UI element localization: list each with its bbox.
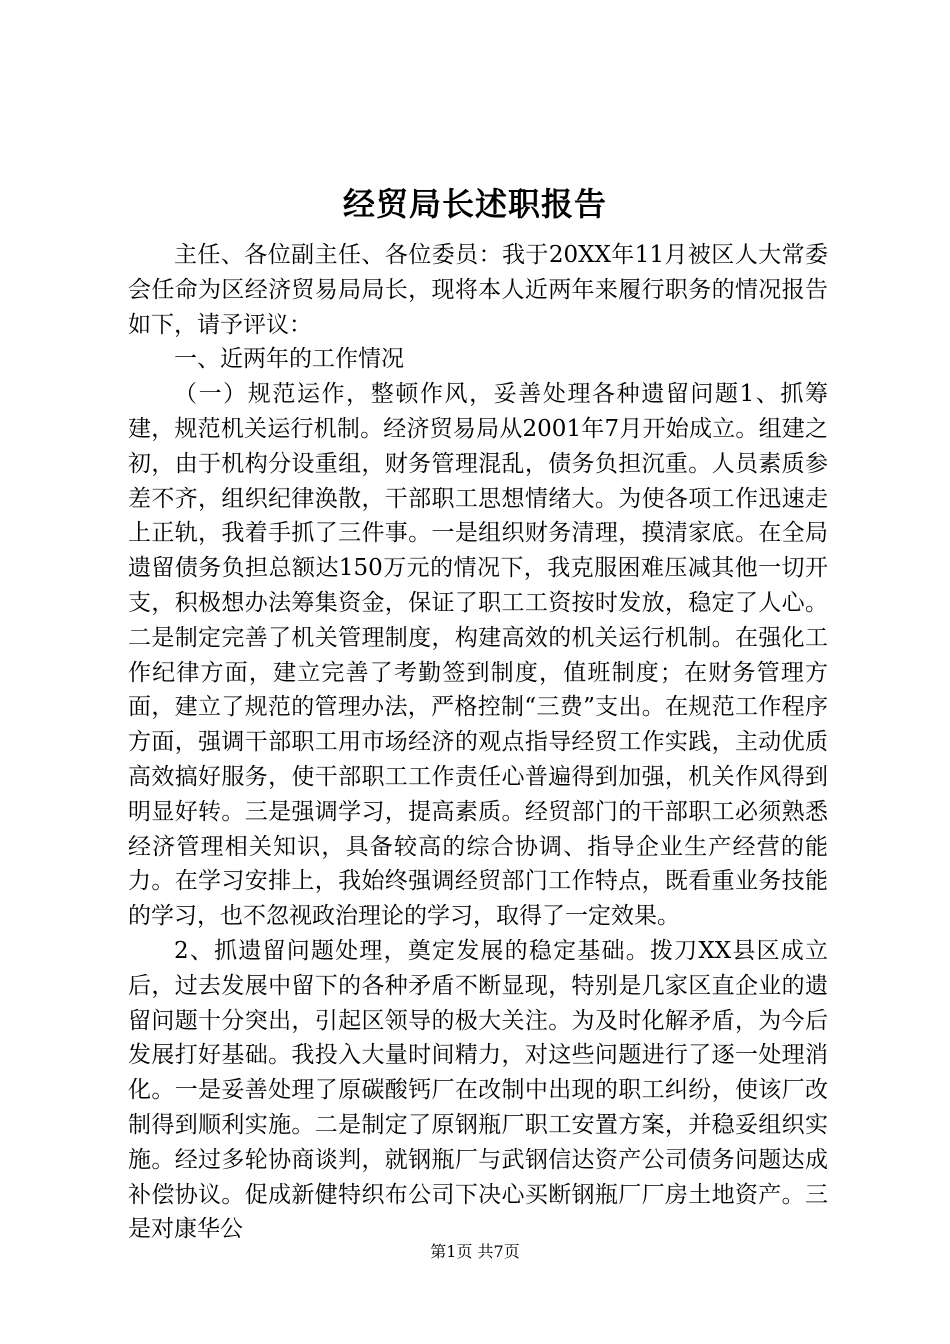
paragraph-subsection-2: 2、抓遗留问题处理，奠定发展的稳定基础。拨刀XX县区成立后，过去发展中留下的各种矛盾不断显现，特别是几家区直企业的遗留问题十分突出，引起区领导的极大关注。为及时化解矛盾，为今后发展打好基础。我投入大量时间精力，对这些问题进行了逐一处理消化。一是妥善处理了原碳酸钙厂在改制中出现的职工纠纷，使该厂改制得到顺利实施。二是制定了原钢瓶厂职工安置方案，并稳妥组织实施。经过多轮协商谈判，就钢瓶厂与武钢信达资产公司债务问题达成补偿协议。促成新健特织布公司下决心买断钢瓶厂厂房土地资产。三是对康华公 bbox=[128, 937, 828, 1243]
document-title: 经贸局长述职报告 bbox=[342, 185, 607, 223]
paragraph-salutation: 主任、各位副主任、各位委员：我于20XX年11月被区人大常委会任命为区经济贸易局局长，现将本人近两年来履行职务的情况报告如下，请予评议： bbox=[128, 242, 828, 338]
section-heading: 一、近两年的工作情况 bbox=[174, 346, 404, 373]
page-number-footer: 第1页 共7页 bbox=[430, 1242, 520, 1261]
paragraph-subsection-1: （一）规范运作，整顿作风，妥善处理各种遗留问题1、抓筹建，规范机关运行机制。经济贸易局从2001年7月开始成立。组建之初，由于机构分设重组，财务管理混乱，债务负担沉重。人员素质参差不齐，组织纪律涣散，干部职工思想情绪大。为使各项工作迅速走上正轨，我着手抓了三件事。一是组织财务清理，摸清家底。在全局遗留债务负担总额达150万元的情况下，我克服困难压减其他一切开支，积极想办法筹集资金，保证了职工工资按时发放，稳定了人心。二是制定完善了机关管理制度，构建高效的机关运行机制。在强化工作纪律方面，建立完善了考勤签到制度，值班制度；在财务管理方面，建立了规范的管理办法，严格控制“三费”支出。在规范工作程序方面，强调干部职工用市场经济的观点指导经贸工作实践，主动优质高效搞好服务，使干部职工工作责任心普遍得到加强，机关作风得到明显好转。三是强调学习，提高素质。经贸部门的干部职工必须熟悉经济管理相关知识，具备较高的综合协调、指导企业生产经营的能力。在学习安排上，我始终强调经贸部门工作特点，既看重业务技能的学习，也不忽视政治理论的学习，取得了一定效果。 bbox=[128, 381, 828, 930]
document-body bbox=[128, 238, 828, 1247]
